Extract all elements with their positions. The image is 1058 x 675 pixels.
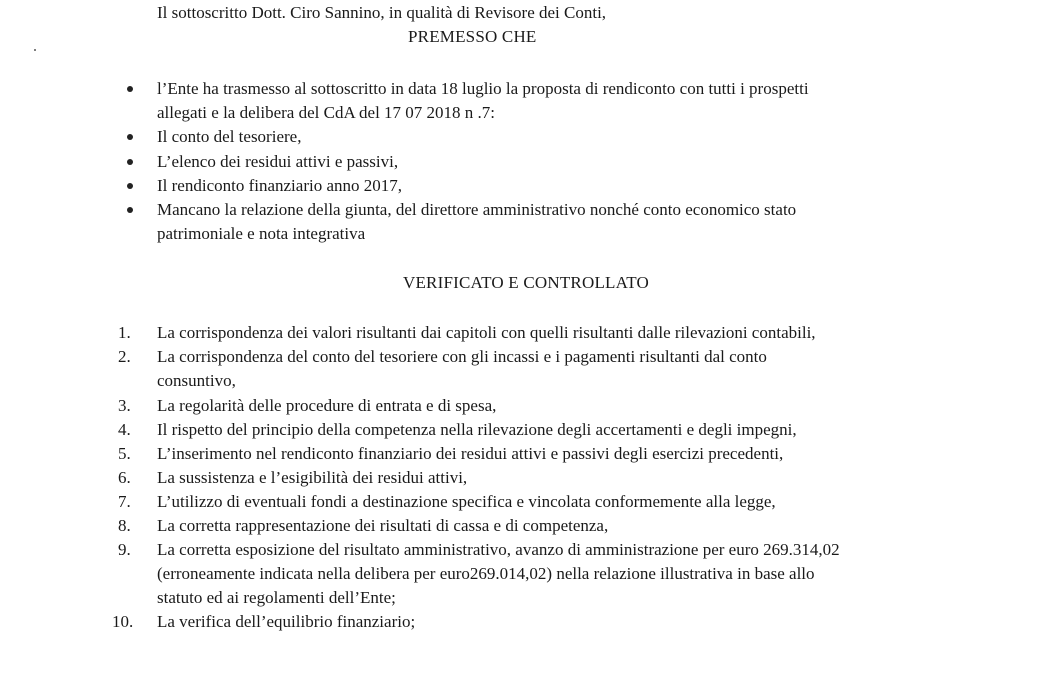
item-number: 7.	[118, 492, 131, 511]
item-text-line: Il conto del tesoriere,	[157, 127, 302, 146]
item-number: 4.	[118, 420, 131, 439]
intro-line: Il sottoscritto Dott. Ciro Sannino, in qualità di Revisore dei Conti,	[157, 3, 607, 22]
item-text-line: La sussistenza e l’esigibilità dei residui attivi,	[157, 468, 468, 487]
item-text-line: patrimoniale e nota integrativa	[157, 224, 366, 243]
item-text-line: (erroneamente indicata nella delibera per euro269.014,02) nella relazione illustrativa in base allo	[157, 564, 815, 583]
item-number: 10.	[112, 612, 134, 631]
item-text-line: L’utilizzo di eventuali fondi a destinazione specifica e vincolata conformemente alla legge,	[157, 492, 776, 511]
item-text-line: Il rendiconto finanziario anno 2017,	[157, 176, 403, 195]
scan-speck	[34, 49, 36, 51]
item-number: 8.	[118, 516, 131, 535]
item-text-line: L’elenco dei residui attivi e passivi,	[157, 152, 399, 171]
item-text-line: L’inserimento nel rendiconto finanziario dei residui attivi e passivi degli esercizi precedenti,	[157, 444, 784, 463]
bullet-icon	[127, 183, 133, 189]
bullet-icon	[127, 86, 133, 92]
item-number: 2.	[118, 347, 131, 366]
item-text-line: Mancano la relazione della giunta, del direttore amministrativo nonché conto economico stato	[157, 200, 797, 219]
item-text-line: La verifica dell’equilibrio finanziario;	[157, 612, 416, 631]
item-number: 1.	[118, 323, 131, 342]
heading-verificato: VERIFICATO E CONTROLLATO	[403, 273, 649, 292]
item-text-line: La corrispondenza dei valori risultanti dai capitoli con quelli risultanti dalle rilevazioni contabili,	[157, 323, 816, 342]
item-number: 6.	[118, 468, 131, 487]
item-number: 5.	[118, 444, 131, 463]
item-text-line: La corretta rappresentazione dei risultati di cassa e di competenza,	[157, 516, 609, 535]
item-number: 9.	[118, 540, 131, 559]
bullet-icon	[127, 134, 133, 140]
heading-premesso: PREMESSO CHE	[408, 27, 537, 46]
item-number: 3.	[118, 396, 131, 415]
bullet-icon	[127, 159, 133, 165]
item-text-line: consuntivo,	[157, 371, 236, 390]
item-text-line: statuto ed ai regolamenti dell’Ente;	[157, 588, 396, 607]
bullet-icon	[127, 207, 133, 213]
item-text-line: La corrispondenza del conto del tesoriere con gli incassi e i pagamenti risultanti dal conto	[157, 347, 767, 366]
item-text-line: La regolarità delle procedure di entrata e di spesa,	[157, 396, 497, 415]
item-text-line: l’Ente ha trasmesso al sottoscritto in data 18 luglio la proposta di rendiconto con tutti i prospetti	[157, 79, 809, 98]
item-text-line: allegati e la delibera del CdA del 17 07 2018 n .7:	[157, 103, 496, 122]
item-text-line: La corretta esposizione del risultato amministrativo, avanzo di amministrazione per euro 269.314,02	[157, 540, 840, 559]
item-text-line: Il rispetto del principio della competenza nella rilevazione degli accertamenti e degli impegni,	[157, 420, 797, 439]
